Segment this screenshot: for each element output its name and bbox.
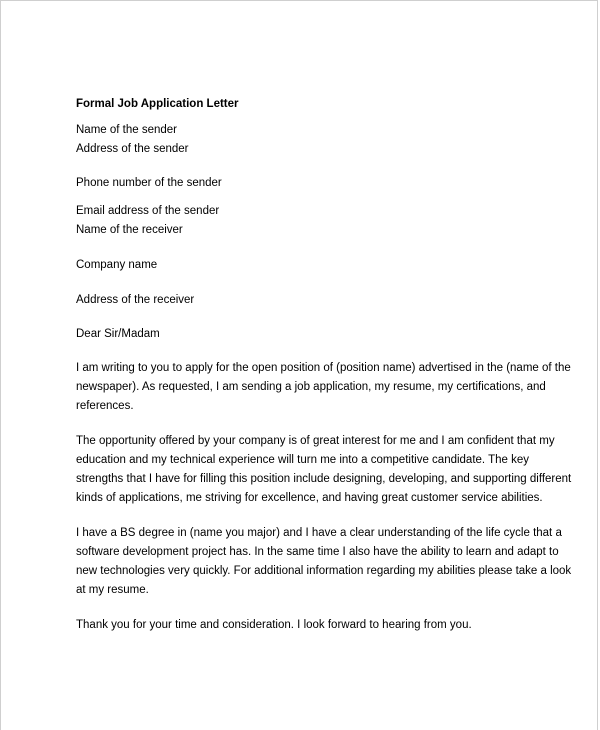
- paragraph-3-line: at my resume.: [76, 584, 149, 596]
- paragraph-3-line: new technologies very quickly. For additional information regarding my abilities please take a look: [76, 565, 572, 577]
- paragraph-3-line: software development project has. In the same time I also have the ability to learn and adapt to: [76, 546, 559, 558]
- salutation: Dear Sir/Madam: [76, 328, 160, 340]
- paragraph-1-line: references.: [76, 400, 134, 412]
- paragraph-1-line: newspaper). As requested, I am sending a job application, my resume, my certifications, and: [76, 381, 546, 393]
- paragraph-2-line: education and my technical experience will turn me into a competitive candidate. The key: [76, 454, 530, 466]
- paragraph-2-line: The opportunity offered by your company is of great interest for me and I am confident that my: [76, 435, 555, 447]
- sender-phone: Phone number of the sender: [76, 177, 222, 189]
- receiver-address: Address of the receiver: [76, 294, 195, 306]
- letter-title: Formal Job Application Letter: [76, 98, 239, 110]
- sender-name: Name of the sender: [76, 124, 178, 136]
- paragraph-3-line: I have a BS degree in (name you major) and I have a clear understanding of the life cycle that a: [76, 527, 562, 539]
- paragraph-2-line: kinds of applications, me striving for excellence, and having great customer service abilities.: [76, 492, 543, 504]
- sender-email: Email address of the sender: [76, 205, 220, 217]
- company-name: Company name: [76, 259, 158, 271]
- sender-address: Address of the sender: [76, 143, 189, 155]
- receiver-name: Name of the receiver: [76, 224, 183, 236]
- closing-line: Thank you for your time and consideration. I look forward to hearing from you.: [76, 619, 472, 631]
- paragraph-1-line: I am writing to you to apply for the open position of (position name) advertised in the (name of the: [76, 362, 571, 374]
- paragraph-2-line: strengths that I have for filling this position include designing, developing, and supporting different: [76, 473, 572, 485]
